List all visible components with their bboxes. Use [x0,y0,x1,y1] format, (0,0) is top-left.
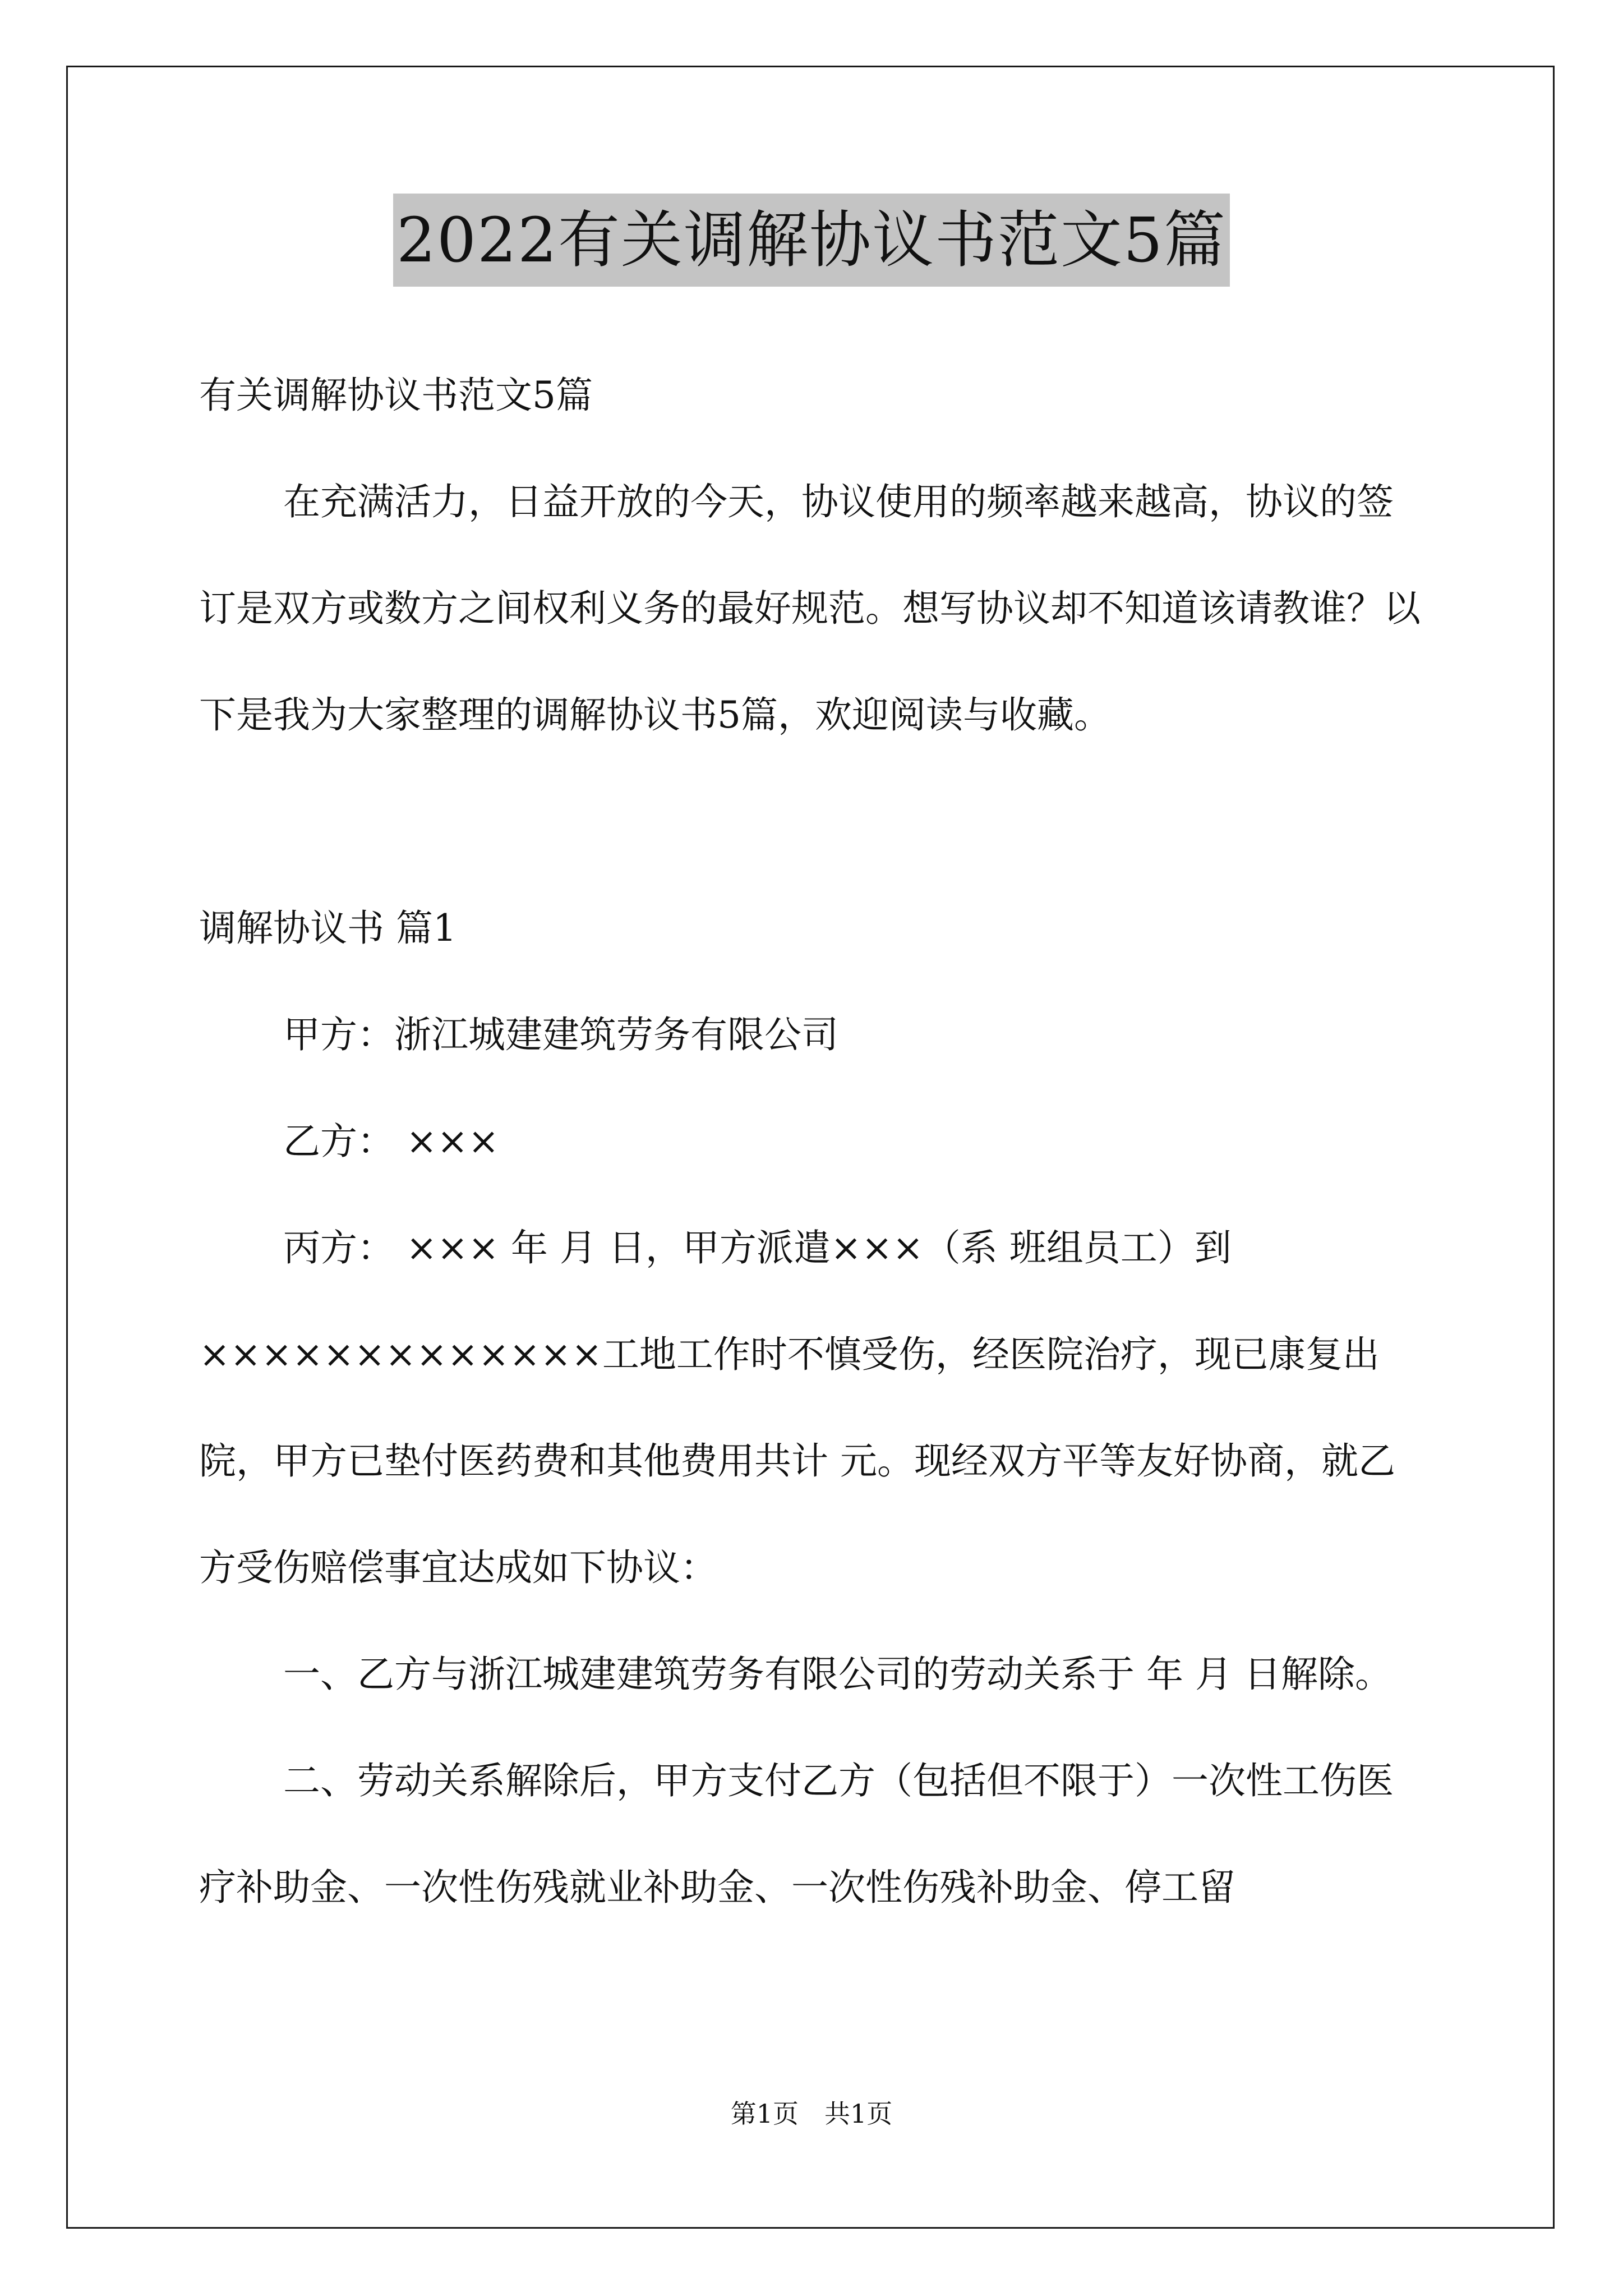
document-body [199,342,1424,1941]
intro-paragraph: 在充满活力，日益开放的今天，协议使用的频率越来越高，协议的签订是双方或数方之间权利义务的最好规范。想写协议却不知道该请教谁？以下是我为大家整理的调解协议书5篇，欢迎阅读与收藏。 [199,480,1421,737]
document-title: 2022有关调解协议书范文5篇 [393,194,1230,287]
party-b-line: 乙方： ××× [283,1120,499,1163]
clause-1-paragraph: 一、乙方与浙江城建建筑劳务有限公司的劳动关系于 年 月 日解除。 [283,1653,1392,1696]
blank-line [199,769,1424,875]
party-c-paragraph: 丙方： ××× 年 月 日，甲方派遣×××（系 班组员工）到×××××××××××××工地工作时不慎受伤，经医院治疗，现已康复出院，甲方已垫付医药费和其他费用共计 元。现经双方平等友好协商，就乙方受伤赔偿事宜达成如下协议： [199,1226,1395,1589]
document-subtitle: 有关调解协议书范文5篇 [199,374,593,417]
page-footer: 第1页 共1页 [730,2099,893,2129]
title-container [0,194,1623,287]
section-heading: 调解协议书 篇1 [199,907,457,950]
party-a-line: 甲方：浙江城建建筑劳务有限公司 [283,1013,838,1056]
clause-2-paragraph: 二、劳动关系解除后，甲方支付乙方（包括但不限于）一次性工伤医疗补助金、一次性伤残就业补助金、一次性伤残补助金、停工留 [199,1759,1394,1909]
